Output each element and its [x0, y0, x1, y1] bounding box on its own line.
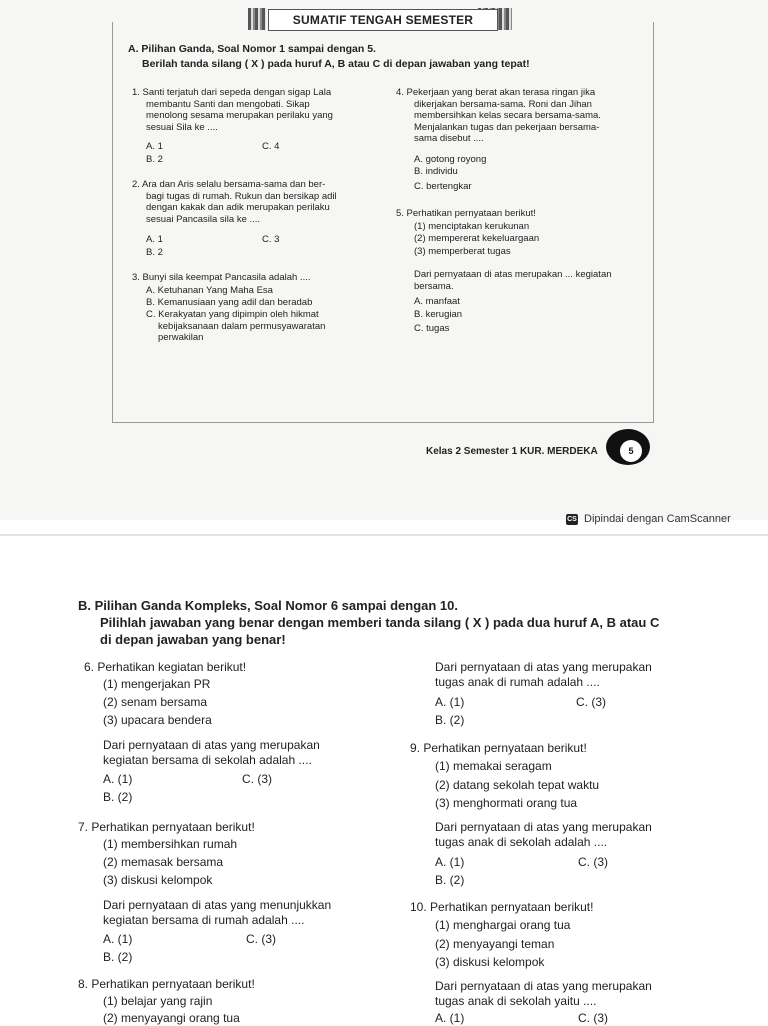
- question-text: kegiatan bersama di rumah adalah ....: [103, 913, 305, 927]
- statement-item: (1) membersihkan rumah: [103, 837, 238, 851]
- statement-item: (1) memakai seragam: [435, 759, 552, 773]
- option-b[interactable]: B. Kemanusiaan yang adil dan beradab: [146, 297, 313, 308]
- question-text: menolong sesama merupakan perilaku yang: [146, 110, 333, 121]
- option-a[interactable]: A. gotong royong: [414, 154, 487, 165]
- statement-item: (2) memasak bersama: [103, 855, 224, 869]
- question-9: 9. Perhatikan pernyataan berikut!: [410, 741, 587, 755]
- camscanner-icon: CS: [567, 516, 577, 523]
- question-1: [132, 87, 372, 133]
- option-a[interactable]: A. 1: [146, 234, 163, 245]
- question-text: Dari pernyataan di atas yang merupakan: [435, 820, 652, 834]
- page-divider: [0, 534, 768, 536]
- statement-item: (1) belajar yang rajin: [103, 994, 213, 1008]
- option-b[interactable]: B. (2): [435, 873, 465, 887]
- option-text: C. Kerakyatan yang dipimpin oleh hikmat: [146, 309, 319, 320]
- question-text: 4. Pekerjaan yang berat akan terasa ringan jika: [396, 87, 596, 98]
- question-stem: [103, 738, 393, 768]
- option-c[interactable]: C. (3): [242, 772, 272, 786]
- question-text: Menjalankan tugas dan pekerjaan bersama-: [414, 121, 600, 133]
- statement-item: (1) menciptakan kerukunan: [414, 221, 530, 232]
- question-text: 1. Santi terjatuh dari sepeda dengan sigap Lala: [132, 87, 332, 98]
- question-4: [396, 87, 646, 145]
- option-b[interactable]: B. (2): [103, 950, 133, 964]
- option-c[interactable]: C. tugas: [414, 323, 450, 334]
- question-text: Dari pernyataan di atas yang merupakan: [435, 979, 652, 993]
- statement-item: (3) menghormati orang tua: [435, 796, 578, 810]
- section-b-title: B. Pilihan Ganda Kompleks, Soal Nomor 6 sampai dengan 10.: [78, 598, 458, 613]
- option-b[interactable]: B. 2: [146, 247, 163, 258]
- option-c[interactable]: C. (3): [578, 855, 608, 869]
- statement-item: (2) menyayangi orang tua: [103, 1011, 240, 1025]
- option-c[interactable]: [146, 309, 371, 344]
- option-a[interactable]: A. manfaat: [414, 296, 460, 307]
- option-c[interactable]: C. 3: [262, 234, 280, 245]
- section-a-instruction: Berilah tanda silang ( X ) pada huruf A, B atau C di depan jawaban yang tepat!: [142, 58, 530, 70]
- statement-item: (3) memperberat tugas: [414, 246, 511, 257]
- section-b-instruction: di depan jawaban yang benar!: [100, 632, 286, 647]
- section-b-instruction: Pilihlah jawaban yang benar dengan memberi tanda silang ( X ) pada dua huruf A, B atau C: [100, 615, 660, 630]
- option-c[interactable]: C. (3): [576, 695, 606, 709]
- option-a[interactable]: A. (1): [435, 855, 465, 869]
- question-stem: [435, 820, 745, 850]
- question-text: 2. Ara dan Aris selalu bersama-sama dan ber-: [132, 179, 326, 190]
- question-text: membantu Santi dan mengobati. Sikap: [146, 98, 310, 110]
- question-text: sesuai Sila ke ....: [146, 121, 218, 133]
- statement-item: (3) upacara bendera: [103, 713, 212, 727]
- scanner-watermark: Dipindai dengan CamScanner: [584, 513, 731, 525]
- option-b[interactable]: B. kerugian: [414, 309, 463, 320]
- page-number: 5: [620, 440, 642, 462]
- question-8: 8. Perhatikan pernyataan berikut!: [78, 977, 255, 991]
- option-c[interactable]: C. bertengkar: [414, 181, 472, 192]
- question-text: dikerjakan bersama-sama. Roni dan Jihan: [414, 98, 592, 110]
- question-text: Dari pernyataan di atas yang menunjukkan: [103, 898, 332, 912]
- statement-item: (1) mengerjakan PR: [103, 677, 211, 691]
- option-c[interactable]: C. (3): [246, 932, 276, 946]
- option-a[interactable]: A. (1): [103, 932, 133, 946]
- page-footer: Kelas 2 Semester 1 KUR. MERDEKA: [426, 446, 598, 457]
- question-stem: [435, 979, 745, 1009]
- option-text: kebijaksanaan dalam permusyawaratan: [158, 320, 326, 332]
- question-text: tugas anak di sekolah yaitu ....: [435, 994, 597, 1008]
- question-7: 7. Perhatikan pernyataan berikut!: [78, 820, 255, 834]
- question-stem: [103, 898, 393, 928]
- question-text: sama disebut ....: [414, 133, 484, 144]
- question-stem: [414, 269, 650, 292]
- option-b[interactable]: B. individu: [414, 166, 458, 177]
- question-text: kegiatan bersama di sekolah adalah ....: [103, 753, 312, 767]
- page-title: SUMATIF TENGAH SEMESTER: [268, 9, 498, 31]
- option-a[interactable]: A. (1): [435, 695, 465, 709]
- statement-item: (3) diskusi kelompok: [435, 955, 545, 969]
- statement-item: (2) datang sekolah tepat waktu: [435, 778, 600, 792]
- option-b[interactable]: B. (2): [103, 790, 133, 804]
- question-2: [132, 179, 372, 225]
- question-5: 5. Perhatikan pernyataan berikut!: [396, 208, 536, 219]
- question-10: 10. Perhatikan pernyataan berikut!: [410, 900, 594, 914]
- statement-item: (2) senam bersama: [103, 695, 208, 709]
- question-text: Dari pernyataan di atas merupakan ... kegiatan: [414, 269, 612, 280]
- statement-item: (3) diskusi kelompok: [103, 873, 213, 887]
- statement-item: (2) menyayangi teman: [435, 937, 555, 951]
- option-a[interactable]: A. Ketuhanan Yang Maha Esa: [146, 285, 273, 296]
- section-a-title: A. Pilihan Ganda, Soal Nomor 1 sampai dengan 5.: [128, 43, 376, 55]
- header-bar-left: [248, 8, 266, 30]
- option-a[interactable]: A. (1): [435, 1011, 465, 1025]
- question-text: sesuai Pancasila sila ke ....: [146, 213, 261, 225]
- option-text: perwakilan: [158, 332, 204, 343]
- option-a[interactable]: A. 1: [146, 141, 163, 152]
- question-3: 3. Bunyi sila keempat Pancasila adalah ....: [132, 272, 311, 283]
- option-b[interactable]: B. 2: [146, 154, 163, 165]
- option-a[interactable]: A. (1): [103, 772, 133, 786]
- question-text: tugas anak di sekolah adalah ....: [435, 835, 608, 849]
- question-text: bagi tugas di rumah. Rukun dan bersikap adil: [146, 190, 337, 202]
- question-text: membersihkan kelas secara bersama-sama.: [414, 110, 601, 121]
- option-c[interactable]: C. 4: [262, 141, 280, 152]
- question-stem: [435, 660, 745, 690]
- question-6: 6. Perhatikan kegiatan berikut!: [84, 660, 247, 674]
- question-text: Dari pernyataan di atas yang merupakan: [435, 660, 652, 674]
- question-text: tugas anak di rumah adalah ....: [435, 675, 600, 689]
- question-text: bersama.: [414, 280, 454, 292]
- question-text: Dari pernyataan di atas yang merupakan: [103, 738, 320, 752]
- statement-item: (2) mempererat kekeluargaan: [414, 233, 540, 244]
- statement-item: (1) menghargai orang tua: [435, 918, 571, 932]
- option-c[interactable]: C. (3): [578, 1011, 608, 1025]
- question-text: dengan kakak dan adik merupakan perilaku: [146, 202, 330, 213]
- option-b[interactable]: B. (2): [435, 713, 465, 727]
